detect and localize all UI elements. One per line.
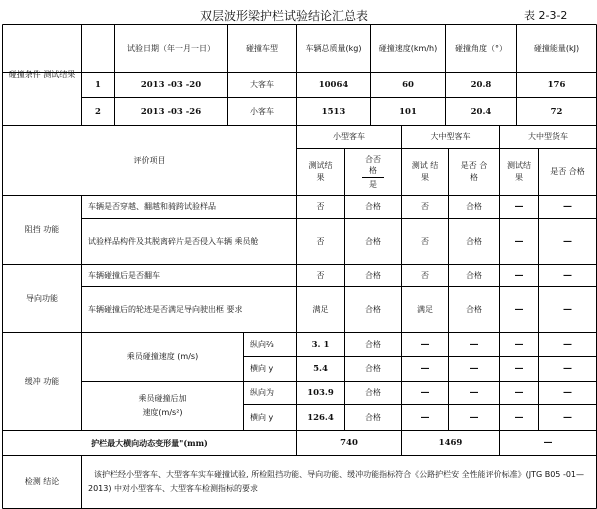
b4-truck-pass: — xyxy=(563,412,572,423)
test-1-mass: 10064 xyxy=(318,80,349,90)
test-2-speed: 101 xyxy=(399,106,417,117)
test-2-date: 2013 -03 -26 xyxy=(140,106,202,117)
test-2-energy: 72 xyxy=(550,106,563,117)
b4-direction: 横向 y xyxy=(250,412,274,422)
conclusion-text: 该护栏经小型客车、大型客车实车碰撞试验, 所检阻挡功能、导向功能、缓冲功能指标符合《公路护栏安 全性能评价标准》(JTG B05 -01—2013) 中对小型客车、大型客车检测指标的要求 xyxy=(88,470,585,493)
row4-item: 车辆碰撞后的轮迹是否满足导向驶出框 要求 xyxy=(88,304,243,314)
row3-large-result: 否 xyxy=(421,270,429,280)
truck-test-result-header: 测试结果 xyxy=(507,161,531,182)
b2-large-pass: — xyxy=(469,364,479,374)
header-condition: 碰撞条件 测试结果 xyxy=(8,70,76,79)
deform-truck: — xyxy=(543,438,553,448)
row2-small-pass: 合格 xyxy=(365,236,381,246)
row1-truck-pass: — xyxy=(563,202,572,212)
test-1-energy: 176 xyxy=(547,80,566,90)
b3-large-pass: — xyxy=(469,388,479,398)
row3-truck-result: — xyxy=(514,270,524,281)
table-number: 表 2-3-2 xyxy=(524,9,568,22)
pass-header-mid: 格 xyxy=(369,166,377,175)
eval-item-header: 评价项目 xyxy=(133,155,166,165)
section-guide: 导向功能 xyxy=(26,293,58,303)
b1-truck-result: — xyxy=(514,339,524,350)
b4-pass: 合格 xyxy=(365,412,381,422)
deform-label: 护栏最大横向动态变形量"(mm) xyxy=(91,438,208,448)
b2-pass: 合格 xyxy=(365,364,381,373)
row3-large-pass: 合格 xyxy=(466,270,482,280)
pass-header-top: 合否 xyxy=(365,155,381,164)
b3-large-result: — xyxy=(420,388,430,398)
row4-large-result: 满足 xyxy=(417,304,433,314)
row2-large-pass: 合格 xyxy=(466,236,482,246)
row1-small-result: 否 xyxy=(316,202,325,211)
header-speed: 碰撞速度(km/h) xyxy=(378,43,438,53)
b2-truck-pass: — xyxy=(563,364,572,374)
eval-large-bus: 大中型客车 xyxy=(430,132,471,141)
small-pass-header xyxy=(345,149,401,195)
header-angle: 碰撞角度（°） xyxy=(455,43,507,53)
row4-small-result: 满足 xyxy=(312,304,329,314)
pass-header-bot: 是 xyxy=(369,180,377,189)
row3-truck-pass: — xyxy=(563,270,572,281)
b2-truck-result: — xyxy=(514,364,524,374)
test-2-vehicle: 小客车 xyxy=(250,106,274,116)
b1-large-result: — xyxy=(420,339,430,350)
row2-truck-pass: — xyxy=(563,236,572,247)
b3-truck-pass: — xyxy=(563,388,572,398)
test-1-speed: 60 xyxy=(402,80,414,90)
b3-value: 103.9 xyxy=(307,388,334,398)
section-buffer: 缓冲 功能 xyxy=(24,376,60,386)
test-1-vehicle: 大客车 xyxy=(250,80,274,89)
deform-large: 1469 xyxy=(438,438,463,448)
eval-large-truck: 大中型货车 xyxy=(528,132,568,141)
occupant-accel-label xyxy=(82,382,243,430)
document-title: 双层波形梁护栏试验结论汇总表 xyxy=(200,9,369,23)
row4-small-pass: 合格 xyxy=(365,304,381,314)
b4-truck-result: — xyxy=(514,412,524,423)
occupant-accel-label-line1: 乘员碰撞后加 xyxy=(138,394,187,403)
header-energy: 碰撞能量(kJ) xyxy=(533,43,580,53)
b4-value: 126.4 xyxy=(307,412,334,423)
row1-large-result: 否 xyxy=(421,202,429,211)
b4-large-result: — xyxy=(420,412,430,423)
b1-pass: 合格 xyxy=(365,339,381,349)
test-1-angle: 20.8 xyxy=(470,80,492,90)
b3-pass: 合格 xyxy=(365,388,381,397)
header-vehicle-type: 碰撞车型 xyxy=(246,43,278,53)
header-mass: 车辆总质量(kg) xyxy=(305,43,362,53)
row1-item: 车辆是否穿越、翻越和骑跨试验样品 xyxy=(88,202,216,211)
b2-value: 5.4 xyxy=(313,364,328,374)
small-test-result-header: 测试结果 xyxy=(308,161,333,182)
conclusion-label: 检测 结论 xyxy=(24,477,60,486)
b2-large-result: — xyxy=(420,364,430,374)
row2-large-result: 否 xyxy=(421,236,429,246)
large-pass-header: 是否 合格 xyxy=(460,161,488,182)
section-block: 阻挡 功能 xyxy=(24,225,60,234)
eval-small-car: 小型客车 xyxy=(333,132,365,141)
row1-large-pass: 合格 xyxy=(466,202,482,211)
deform-small: 740 xyxy=(340,438,358,448)
row2-item: 试验样品构件及其脱离碎片是否侵入车辆 乘员舱 xyxy=(88,236,259,246)
row2-truck-result: — xyxy=(514,236,524,247)
row1-small-pass: 合格 xyxy=(365,202,381,211)
test-1-no: 1 xyxy=(95,80,101,90)
b4-large-pass: — xyxy=(469,412,479,423)
row1-truck-result: — xyxy=(514,202,524,212)
b3-direction: 纵向为 xyxy=(250,388,274,397)
test-2-angle: 20.4 xyxy=(470,106,492,117)
row4-large-pass: 合格 xyxy=(466,304,482,314)
test-2-no: 2 xyxy=(95,106,101,117)
row3-small-pass: 合格 xyxy=(365,270,381,280)
b2-direction: 横向 y xyxy=(250,364,274,373)
row2-small-result: 否 xyxy=(316,236,325,246)
row4-truck-pass: — xyxy=(563,304,572,315)
header-date: 试验日期（年一月一日） xyxy=(127,43,215,53)
b1-value: 3. 1 xyxy=(311,339,330,350)
test-2-mass: 1513 xyxy=(321,106,346,117)
b1-truck-pass: — xyxy=(563,339,572,350)
row3-small-result: 否 xyxy=(316,270,325,280)
test-1-date: 2013 -03 -20 xyxy=(140,80,202,90)
row3-item: 车辆碰撞后是否翻车 xyxy=(88,270,160,280)
occupant-impact-speed-label: 乘员碰撞速度 (m/s) xyxy=(126,352,199,361)
occupant-accel-label-line2: 速度(m/s²) xyxy=(142,408,183,417)
pass-header-rule xyxy=(362,177,384,178)
b1-large-pass: — xyxy=(469,339,479,350)
row4-truck-result: — xyxy=(514,304,524,315)
b1-direction: 纵向⅔ xyxy=(250,339,274,349)
large-test-result-header: 测试 结果 xyxy=(411,161,439,182)
truck-pass-header: 是否 合格 xyxy=(550,167,585,176)
b3-truck-result: — xyxy=(514,388,524,398)
